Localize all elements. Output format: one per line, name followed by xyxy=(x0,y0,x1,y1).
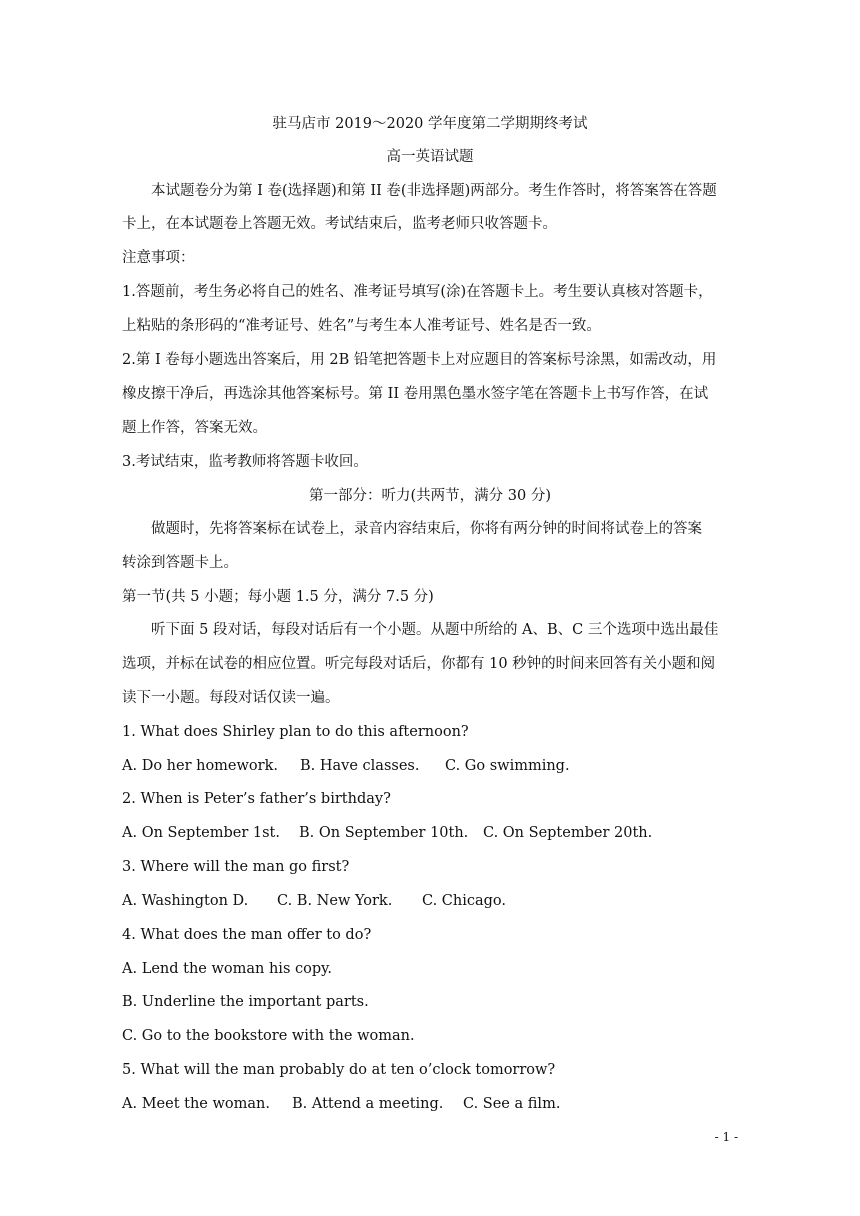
option-b: C. B. New York. xyxy=(277,893,393,909)
note-line: 2.第 I 卷每小题选出答案后，用 2B 铅笔把答题卡上对应题目的答案标号涂黑，如需改动，用 xyxy=(122,352,717,368)
note-line: 1.答题前，考生务必将自己的姓名、准考证号填写(涂)在答题卡上。考生要认真核对答题卡， xyxy=(122,284,713,300)
section1-instruction-line: 读下一小题。每段对话仅读一遍。 xyxy=(122,690,340,706)
notes-heading: 注意事项： xyxy=(122,250,195,266)
note-line: 题上作答，答案无效。 xyxy=(122,420,267,436)
part1-heading: 第一部分：听力(共两节，满分 30 分) xyxy=(309,488,551,504)
option-c: C. Go swimming. xyxy=(445,758,570,774)
option-b: B. On September 10th. xyxy=(299,825,469,841)
option-b: B. Underline the important parts. xyxy=(122,994,369,1010)
note-line: 橡皮擦干净后，再选涂其他答案标号。第 II 卷用黑色墨水签字笔在答题卡上书写作答，在试 xyxy=(122,386,709,402)
intro-line: 卡上，在本试题卷上答题无效。考试结束后，监考老师只收答题卡。 xyxy=(122,216,557,232)
option-c: C. See a film. xyxy=(463,1096,561,1112)
option-b: B. Have classes. xyxy=(300,758,420,774)
note-line: 3.考试结束，监考教师将答题卡收回。 xyxy=(122,454,368,470)
option-a: A. Lend the woman his copy. xyxy=(122,961,333,977)
note-line: 上粘贴的条形码的“准考证号、姓名”与考生本人准考证号、姓名是否一致。 xyxy=(122,318,601,334)
option-c: C. On September 20th. xyxy=(483,825,653,841)
exam-subtitle: 高一英语试题 xyxy=(386,149,474,165)
option-a: A. Do her homework. xyxy=(122,758,278,774)
page-number: - 1 - xyxy=(714,1130,738,1144)
question-4: 4. What does the man offer to do? xyxy=(122,927,372,943)
exam-title: 驻马店市 2019～2020 学年度第二学期期终考试 xyxy=(272,116,588,132)
section1-instruction-line: 选项，并标在试卷的相应位置。听完每段对话后，你都有 10 秒钟的时间来回答有关小题和阅 xyxy=(122,656,716,672)
option-b: B. Attend a meeting. xyxy=(292,1096,444,1112)
option-a: A. Meet the woman. xyxy=(122,1096,270,1112)
part1-instruction-line: 做题时，先将答案标在试卷上，录音内容结束后，你将有两分钟的时间将试卷上的答案 xyxy=(151,521,702,537)
part1-instruction-line: 转涂到答题卡上。 xyxy=(122,555,238,571)
question-5: 5. What will the man probably do at ten o’clock tomorrow? xyxy=(122,1062,556,1078)
question-2: 2. When is Peter’s father’s birthday? xyxy=(122,791,391,807)
option-c: C. Chicago. xyxy=(422,893,506,909)
question-1: 1. What does Shirley plan to do this afternoon? xyxy=(122,724,469,740)
question-3: 3. Where will the man go first? xyxy=(122,859,350,875)
option-a: A. Washington D. xyxy=(122,893,249,909)
section1-heading: 第一节(共 5 小题；每小题 1.5 分，满分 7.5 分) xyxy=(122,589,434,605)
option-a: A. On September 1st. xyxy=(122,825,280,841)
option-c: C. Go to the bookstore with the woman. xyxy=(122,1028,415,1044)
section1-instruction-line: 听下面 5 段对话，每段对话后有一个小题。从题中所给的 A、B、C 三个选项中选出最佳 xyxy=(151,622,719,638)
intro-line: 本试题卷分为第 I 卷(选择题)和第 II 卷(非选择题)两部分。考生作答时，将答案答在答题 xyxy=(151,183,717,199)
